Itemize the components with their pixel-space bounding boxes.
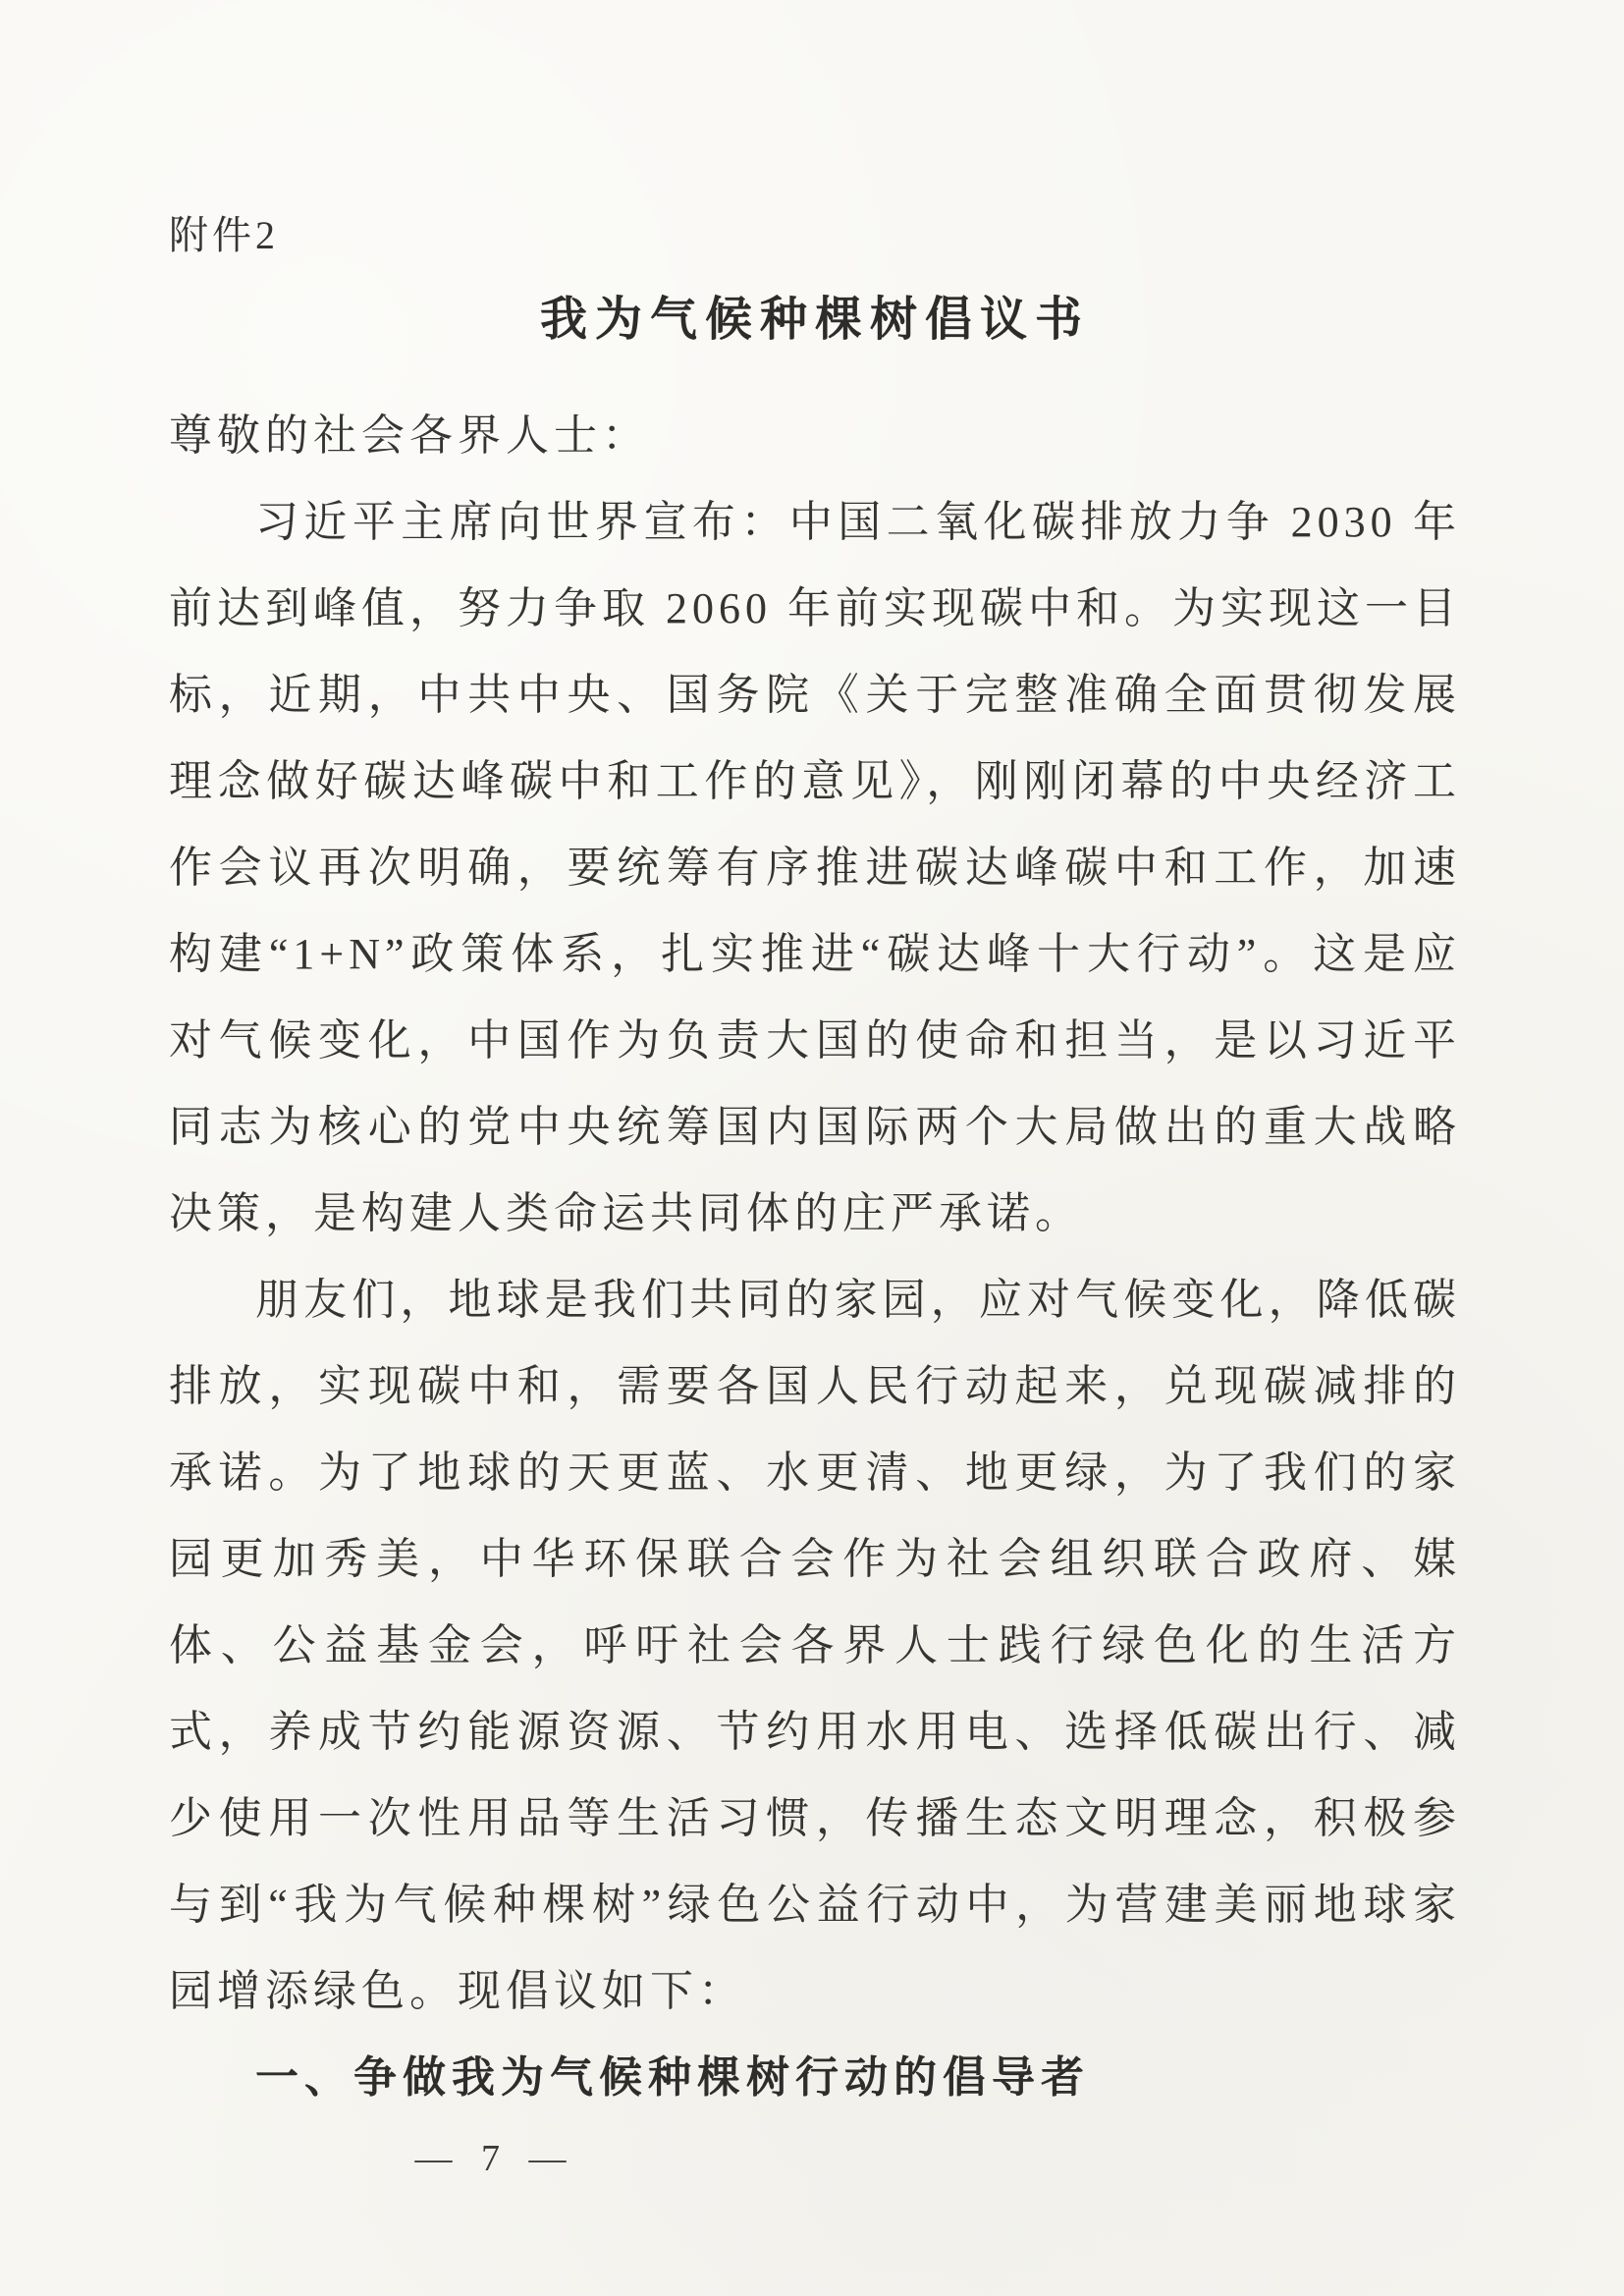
paragraph-1: 习近平主席向世界宣布：中国二氧化碳排放力争 2030 年前达到峰值，努力争取 2060 年前实现碳中和。为实现这一目标，近期，中共中央、国务院《关于完整准确全面贯彻发展理念做好碳达峰碳中和工作的意见》，刚刚闭幕的中央经济工作会议再次明确，要统筹有序推进碳达峰碳中和工作，加速构建“1+N”政策体系，扎实推进“碳达峰十大行动”。这是应对气候变化，中国作为负责大国的使命和担当，是以习近平同志为核心的党中央统筹国内国际两个大局做出的重大战略决策，是构建人类命运共同体的庄严承诺。 [169, 498, 1461, 1237]
salutation: 尊敬的社会各界人士： [169, 411, 650, 460]
paragraph-2: 朋友们，地球是我们共同的家园，应对气候变化，降低碳排放，实现碳中和，需要各国人民行动起来，兑现碳减排的承诺。为了地球的天更蓝、水更清、地更绿，为了我们的家园更加秀美，中华环保联合会作为社会组织联合政府、媒体、公益基金会，呼吁社会各界人士践行绿色化的生活方式，养成节约能源资源、节约用水用电、选择低碳出行、减少使用一次性用品等生活习惯，传播生态文明理念，积极参与到“我为气候种棵树”绿色公益行动中，为营建美丽地球家园增添绿色。现倡议如下： [169, 1276, 1461, 2015]
section-heading: 一、争做我为气候种棵树行动的倡导者 [255, 2053, 1090, 2102]
page-title: 我为气候种棵树倡议书 [539, 294, 1090, 346]
attachment-label: 附件2 [169, 213, 279, 257]
page-number: — 7 — [414, 2138, 576, 2179]
document-body [169, 393, 1461, 2121]
